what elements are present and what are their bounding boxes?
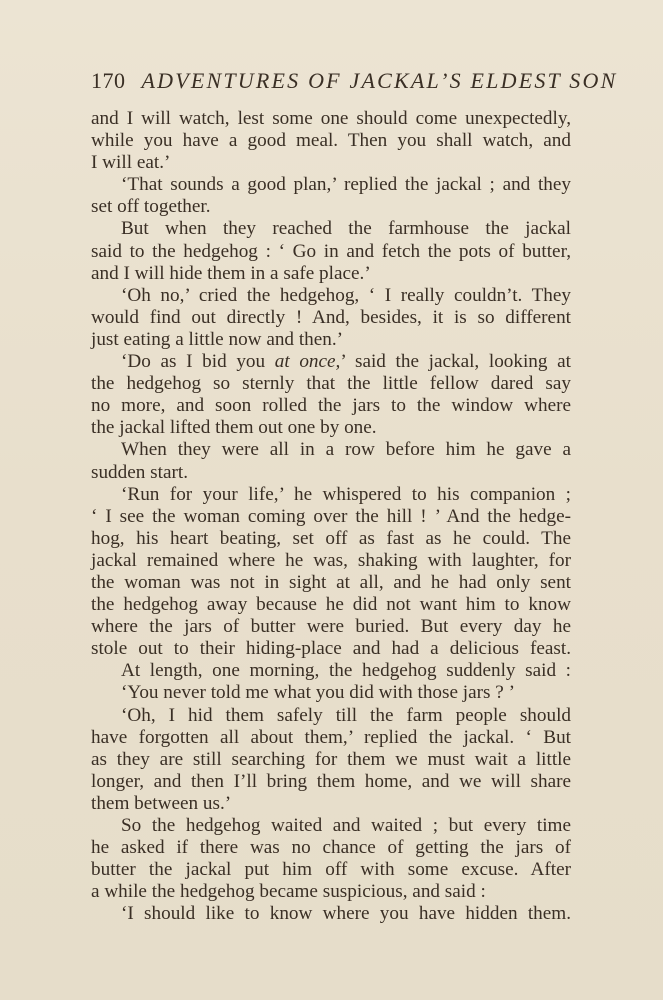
text-line: the hedgehog so sternly that the little fellow dared say xyxy=(91,373,571,395)
text-line: sudden start. xyxy=(91,461,188,483)
text-line: But when they reached the farmhouse the jackal xyxy=(121,218,571,240)
text-line: a while the hedgehog became suspicious, and said : xyxy=(91,881,486,903)
text-line: the jackal lifted them out one by one. xyxy=(91,417,377,439)
running-head xyxy=(91,66,618,96)
text-line: the hedgehog away because he did not want him to know xyxy=(91,594,571,616)
italic-emphasis: at once, xyxy=(274,351,341,373)
text-line: I will eat.’ xyxy=(91,152,171,174)
text-line xyxy=(91,351,571,373)
running-title: ADVENTURES OF JACKAL’S ELDEST SON xyxy=(141,68,618,93)
text-line: while you have a good meal. Then you shall watch, and xyxy=(91,130,571,152)
text-line: as they are still searching for them we must wait a little xyxy=(91,748,571,770)
text-line: jackal remained where he was, shaking with laughter, for xyxy=(91,549,571,571)
text-line: the woman was not in sight at all, and he had only sent xyxy=(91,571,571,593)
text-line: no more, and soon rolled the jars to the window where xyxy=(91,395,571,417)
text-line: ‘I should like to know where you have hidden them. xyxy=(121,903,571,925)
text-line: ‘Oh, I hid them safely till the farm people should xyxy=(121,704,571,726)
text-line: would find out directly ! And, besides, it is so different xyxy=(91,306,571,328)
text-line: When they were all in a row before him he gave a xyxy=(121,439,571,461)
text-line: said to the hedgehog : ‘ Go in and fetch the pots of butter, xyxy=(91,240,571,262)
text-segment: ’ said the jackal, looking at xyxy=(340,351,571,373)
body-text xyxy=(91,108,571,925)
text-line: he asked if there was no chance of getting the jars of xyxy=(91,837,571,859)
text-line: set off together. xyxy=(91,196,211,218)
text-line: ‘You never told me what you did with those jars ? ’ xyxy=(121,682,515,704)
text-line: longer, and then I’ll bring them home, and we will share xyxy=(91,770,571,792)
text-line: stole out to their hiding-place and had a delicious feast. xyxy=(91,638,571,660)
text-line: hog, his heart beating, set off as fast as he could. The xyxy=(91,527,571,549)
text-line: just eating a little now and then.’ xyxy=(91,328,344,350)
page-number: 170 xyxy=(91,68,126,93)
text-line: and I will watch, lest some one should come unexpectedly, xyxy=(91,108,571,129)
text-line: ‘ I see the woman coming over the hill ! ’ And the hedge- xyxy=(91,505,571,527)
text-line: ‘Run for your life,’ he whispered to his companion ; xyxy=(121,483,571,505)
text-line: where the jars of butter were buried. But every day he xyxy=(91,616,571,638)
text-line: have forgotten all about them,’ replied the jackal. ‘ But xyxy=(91,726,571,748)
text-segment: ‘Do as I bid you xyxy=(121,351,275,373)
text-line: ‘That sounds a good plan,’ replied the jackal ; and they xyxy=(121,174,571,196)
text-line: them between us.’ xyxy=(91,792,232,814)
text-line: So the hedgehog waited and waited ; but every time xyxy=(121,815,571,836)
text-line: and I will hide them in a safe place.’ xyxy=(91,262,371,284)
text-line: ‘Oh no,’ cried the hedgehog, ‘ I really couldn’t. They xyxy=(121,284,571,306)
text-line: At length, one morning, the hedgehog suddenly said : xyxy=(121,660,571,682)
text-line: butter the jackal put him off with some excuse. After xyxy=(91,859,571,881)
